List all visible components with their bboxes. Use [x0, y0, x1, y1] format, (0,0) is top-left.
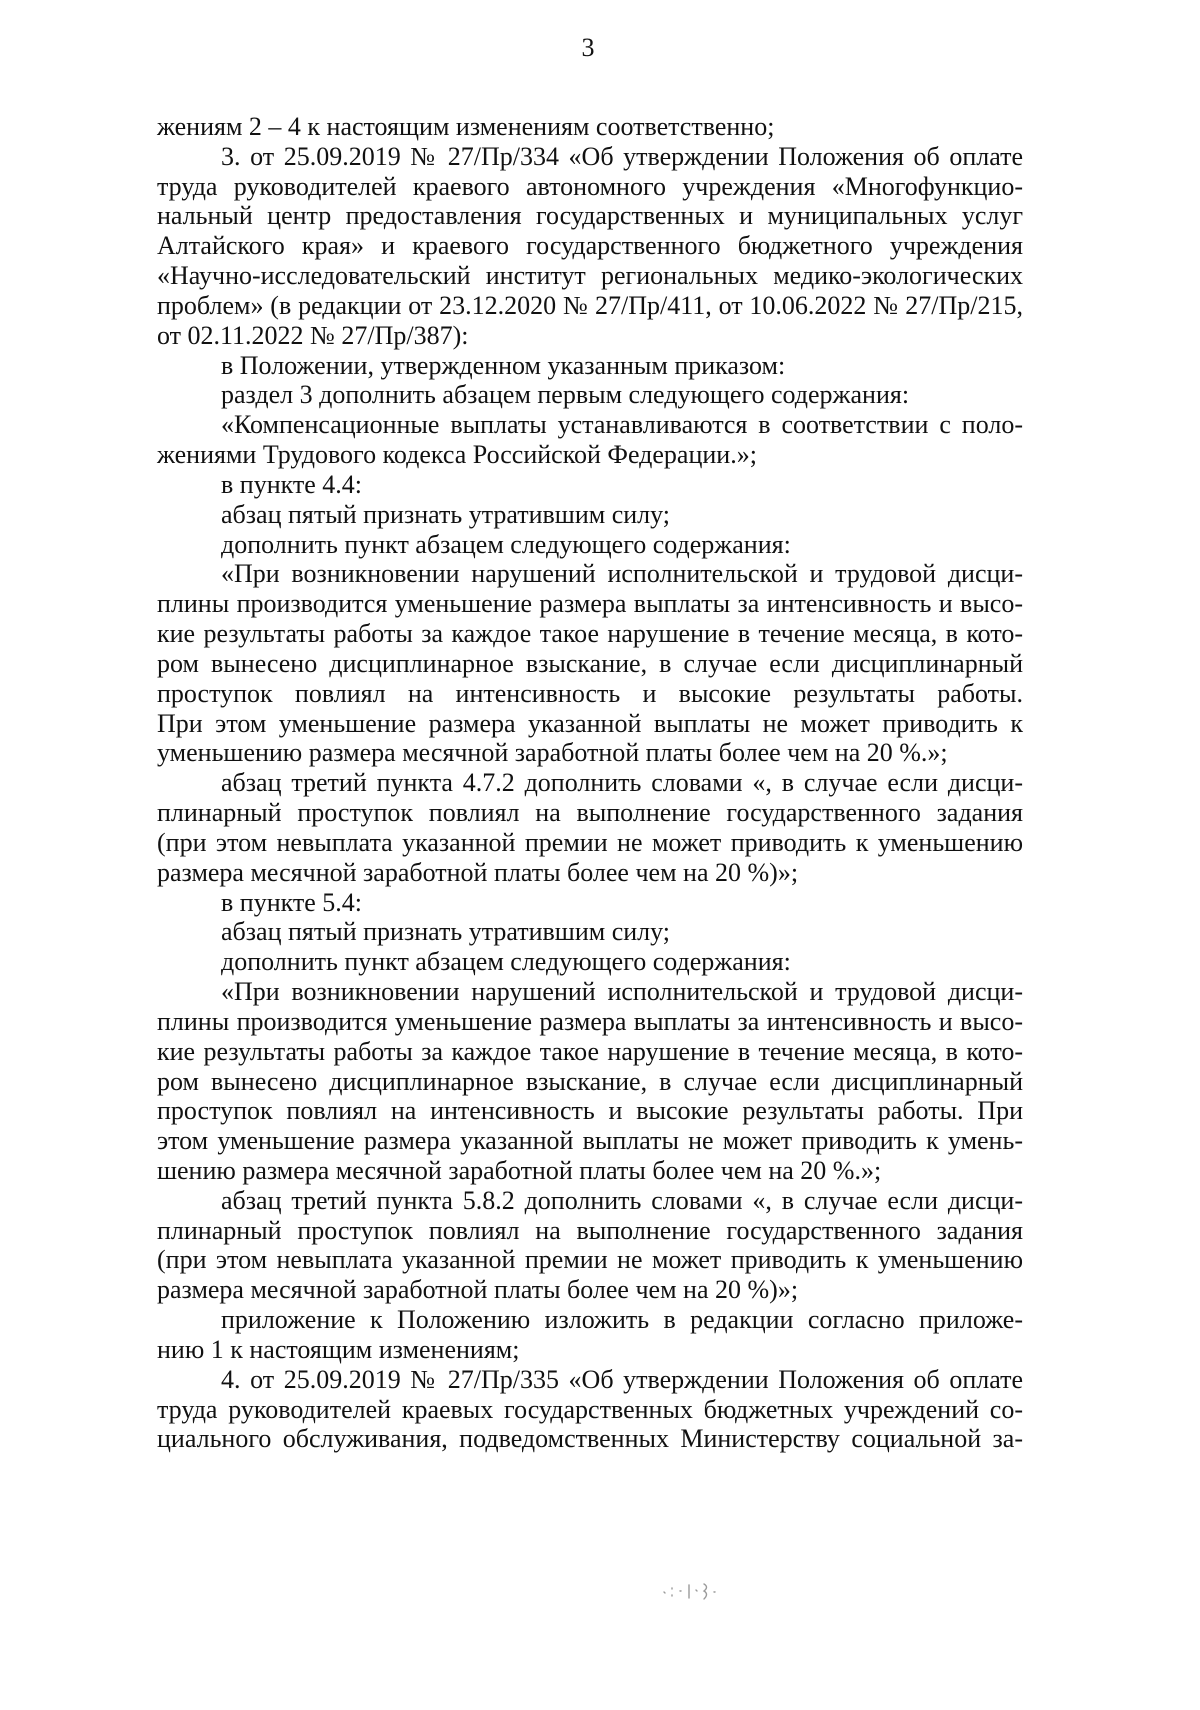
text-line: дополнить пункт абзацем следующего содержания:: [221, 947, 791, 977]
text-line: размера месячной заработной платы более чем на 20 %)»;: [157, 1275, 799, 1305]
text-line: плинарный проступок повлиял на выполнение государственного задания: [157, 798, 1023, 828]
text-line: проблем» (в редакции от 23.12.2020 № 27/Пр/411, от 10.06.2022 № 27/Пр/215,: [157, 290, 1023, 320]
text-line: кие результаты работы за каждое такое нарушение в течение месяца, в кото-: [157, 619, 1023, 649]
text-line: этом уменьшение размера указанной выплаты не может приводить к умень-: [157, 1126, 1023, 1156]
text-line: жениям 2 – 4 к настоящим изменениям соответственно;: [157, 112, 775, 141]
text-line: размера месячной заработной платы более чем на 20 %)»;: [157, 857, 799, 887]
text-line: (при этом невыплата указанной премии не может приводить к уменьшению: [157, 1245, 1023, 1275]
text-line: «Научно-исследовательский институт региональных медико-экологических: [157, 261, 1023, 291]
text-line: «Компенсационные выплаты устанавливаются в соответствии с поло-: [221, 410, 1023, 440]
text-line: циального обслуживания, подведомственных Министерству социальной за-: [157, 1424, 1023, 1454]
text-line: 3. от 25.09.2019 № 27/Пр/334 «Об утверждении Положения об оплате: [221, 141, 1023, 171]
text-line: Алтайского края» и краевого государственного бюджетного учреждения: [157, 231, 1023, 261]
scan-mark: [658, 1580, 730, 1602]
text-line: дополнить пункт абзацем следующего содержания:: [221, 529, 791, 559]
text-line: в пункте 4.4:: [221, 469, 363, 499]
text-line: (при этом невыплата указанной премии не может приводить к уменьшению: [157, 827, 1023, 857]
text-line: шению размера месячной заработной платы более чем на 20 %.»;: [157, 1155, 882, 1185]
page-number: 3: [581, 33, 595, 62]
document-body: [157, 112, 1023, 1454]
text-line: нальный центр предоставления государственных и муниципальных услуг: [157, 201, 1023, 231]
text-line: абзац пятый признать утратившим силу;: [221, 917, 671, 947]
text-line: в Положении, утвержденном указанным приказом:: [221, 350, 786, 380]
text-line: ром вынесено дисциплинарное взыскание, в случае если дисциплинарный: [157, 648, 1023, 678]
text-line: жениями Трудового кодекса Российской Федерации.»;: [157, 440, 757, 470]
text-line: проступок повлиял на интенсивность и высокие результаты работы.: [157, 678, 1023, 708]
text-line: плины производится уменьшение размера выплаты за интенсивность и высо-: [157, 1006, 1023, 1036]
text-line: 4. от 25.09.2019 № 27/Пр/335 «Об утверждении Положения об оплате: [221, 1364, 1023, 1394]
text-line: в пункте 5.4:: [221, 887, 363, 917]
text-line: абзац пятый признать утратившим силу;: [221, 499, 671, 529]
text-line: абзац третий пункта 5.8.2 дополнить словами «, в случае если дисци-: [221, 1185, 1023, 1215]
text-line: уменьшению размера месячной заработной платы более чем на 20 %.»;: [157, 738, 948, 768]
text-line: труда руководителей краевого автономного учреждения «Многофункцио-: [157, 171, 1023, 201]
text-line: плины производится уменьшение размера выплаты за интенсивность и высо-: [157, 589, 1023, 619]
text-line: труда руководителей краевых государственных бюджетных учреждений со-: [157, 1394, 1023, 1424]
text-line: При этом уменьшение размера указанной выплаты не может приводить к: [157, 708, 1023, 738]
text-line: раздел 3 дополнить абзацем первым следующего содержания:: [221, 380, 910, 410]
text-line: проступок повлиял на интенсивность и высокие результаты работы. При: [157, 1096, 1023, 1126]
text-line: приложение к Положению изложить в редакции согласно приложе-: [221, 1305, 1023, 1335]
text-line: нию 1 к настоящим изменениям;: [157, 1334, 520, 1364]
text-line: кие результаты работы за каждое такое нарушение в течение месяца, в кото-: [157, 1036, 1023, 1066]
text-line: «При возникновении нарушений исполнительской и трудовой дисци-: [221, 559, 1023, 589]
text-line: «При возникновении нарушений исполнительской и трудовой дисци-: [221, 977, 1023, 1007]
text-line: плинарный проступок повлиял на выполнение государственного задания: [157, 1215, 1023, 1245]
text-line: от 02.11.2022 № 27/Пр/387):: [157, 320, 469, 350]
text-line: ром вынесено дисциплинарное взыскание, в случае если дисциплинарный: [157, 1066, 1023, 1096]
text-line: абзац третий пункта 4.7.2 дополнить словами «, в случае если дисци-: [221, 768, 1023, 798]
